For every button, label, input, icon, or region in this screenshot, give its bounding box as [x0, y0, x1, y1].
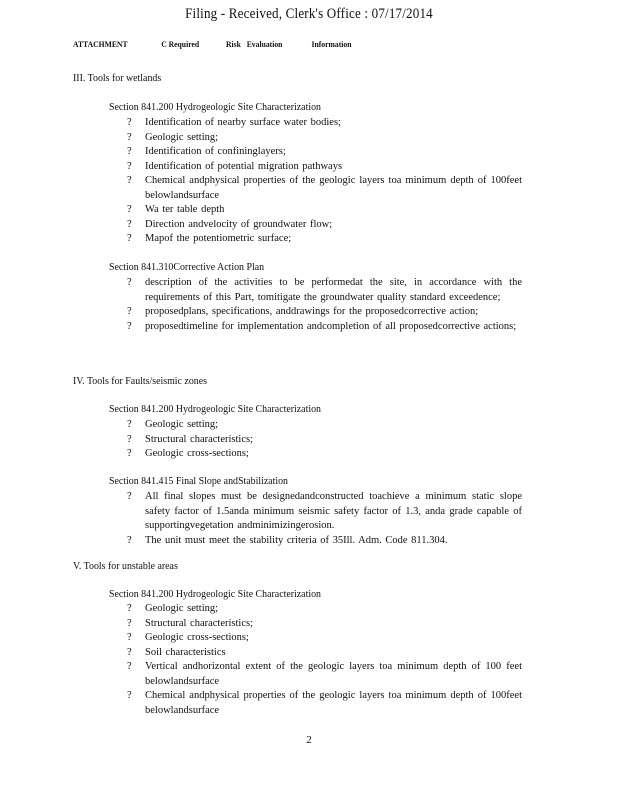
bullet-marker: ?: [127, 218, 132, 230]
subsection-title: Section 841.415 Final Slope andStabilization: [109, 475, 289, 487]
c-required-label: C Required: [161, 39, 200, 49]
list-item: ? Chemical andphysical properties of the geologic layers toa minimum depth of 100feet belowlandsurface: [127, 175, 522, 201]
bullet-marker: ?: [127, 617, 132, 629]
bullet-marker: ?: [127, 146, 132, 157]
section-heading: III. Tools for wetlands: [73, 72, 162, 84]
bullet-marker: ?: [127, 117, 132, 128]
subsection-title: Section 841.310Corrective Action Plan: [109, 261, 265, 273]
bullet-marker: ?: [127, 433, 132, 445]
subsection-title: Section 841.200 Hydrogeologic Site Characterization: [109, 101, 321, 113]
filing-header: Filing - Received, Clerk's Office : 07/17/2014: [185, 6, 433, 22]
bullet-marker: ?: [127, 690, 132, 701]
section-heading: V. Tools for unstable areas: [73, 560, 178, 572]
attachment-label: ATTACHMENT: [73, 39, 128, 49]
list-item: ? description of the activities to be performedat the site, in accordance with the requirements of this Part, tomitigate the groundwater quality standard exceedence;: [127, 277, 522, 303]
bullet-marker: ?: [127, 306, 132, 317]
bullet-marker: ?: [127, 277, 132, 288]
bullet-list: [127, 116, 522, 247]
list-item: ? Soil characteristics: [127, 646, 522, 661]
list-item: ? Vertical andhorizontal extent of the geologic layers toa minimum depth of 100 feet belowlandsurface: [127, 661, 522, 687]
list-item: ? Structural characteristics;: [127, 617, 522, 632]
subsection-title: Section 841.200 Hydrogeologic Site Characterization: [109, 588, 321, 600]
list-item: ? Mapof the potentiometric surface;: [127, 232, 522, 247]
list-item: ? Wa ter table depth: [127, 203, 522, 218]
list-item: ? Chemical andphysical properties of the geologic layers toa minimum depth of 100feet belowlandsurface: [127, 690, 522, 716]
list-item: ? proposedplans, specifications, anddrawings for the proposedcorrective action;: [127, 305, 522, 320]
list-item: ? All final slopes must be designedandconstructed toachieve a minimum static slope safety factor of 1.5anda minimum seismic safety factor of 1.3, anda grade capable of supportingvegetation andminimizingerosion.: [127, 491, 522, 531]
information-label: Information: [311, 39, 352, 49]
risk-label: Risk: [226, 39, 241, 49]
bullet-marker: ?: [127, 534, 132, 546]
bullet-list: [127, 276, 522, 334]
list-item: ? Geologic setting;: [127, 418, 522, 433]
list-item: ? Direction andvelocity of groundwater flow;: [127, 218, 522, 233]
bullet-marker: ?: [127, 419, 132, 430]
bullet-marker: ?: [127, 661, 132, 672]
bullet-marker: ?: [127, 632, 132, 643]
list-item: ? Identification of confininglayers;: [127, 145, 522, 160]
bullet-marker: ?: [127, 175, 132, 186]
bullet-marker: ?: [127, 448, 132, 459]
bullet-marker: ?: [127, 204, 132, 215]
list-item: ? Geologic cross-sections;: [127, 447, 522, 462]
subsection-title: Section 841.200 Hydrogeologic Site Characterization: [109, 403, 321, 415]
bullet-marker: ?: [127, 233, 132, 244]
list-item: ? Structural characteristics;: [127, 433, 522, 448]
list-item: ? The unit must meet the stability criteria of 35Ill. Adm. Code 811.304.: [127, 534, 522, 549]
list-item: ? Geologic cross-sections;: [127, 631, 522, 646]
list-item: ? Identification of potential migration pathways: [127, 160, 522, 175]
bullet-marker: ?: [127, 603, 132, 614]
list-item: ? Geologic setting;: [127, 602, 522, 617]
bullet-list: [127, 490, 522, 548]
list-item: ? Geologic setting;: [127, 131, 522, 146]
page-number: 2: [306, 734, 312, 746]
section-heading: IV. Tools for Faults/seismic zones: [73, 375, 207, 387]
bullet-marker: ?: [127, 491, 132, 502]
bullet-marker: ?: [127, 646, 132, 658]
bullet-list: [127, 418, 522, 462]
bullet-marker: ?: [127, 131, 132, 143]
evaluation-label: Evaluation: [246, 39, 283, 49]
bullet-marker: ?: [127, 320, 132, 332]
bullet-marker: ?: [127, 160, 132, 172]
list-item: ? Identification of nearby surface water bodies;: [127, 116, 522, 131]
bullet-list: [127, 602, 522, 718]
list-item: ? proposedtimeline for implementation andcompletion of all proposedcorrective actions;: [127, 320, 522, 335]
